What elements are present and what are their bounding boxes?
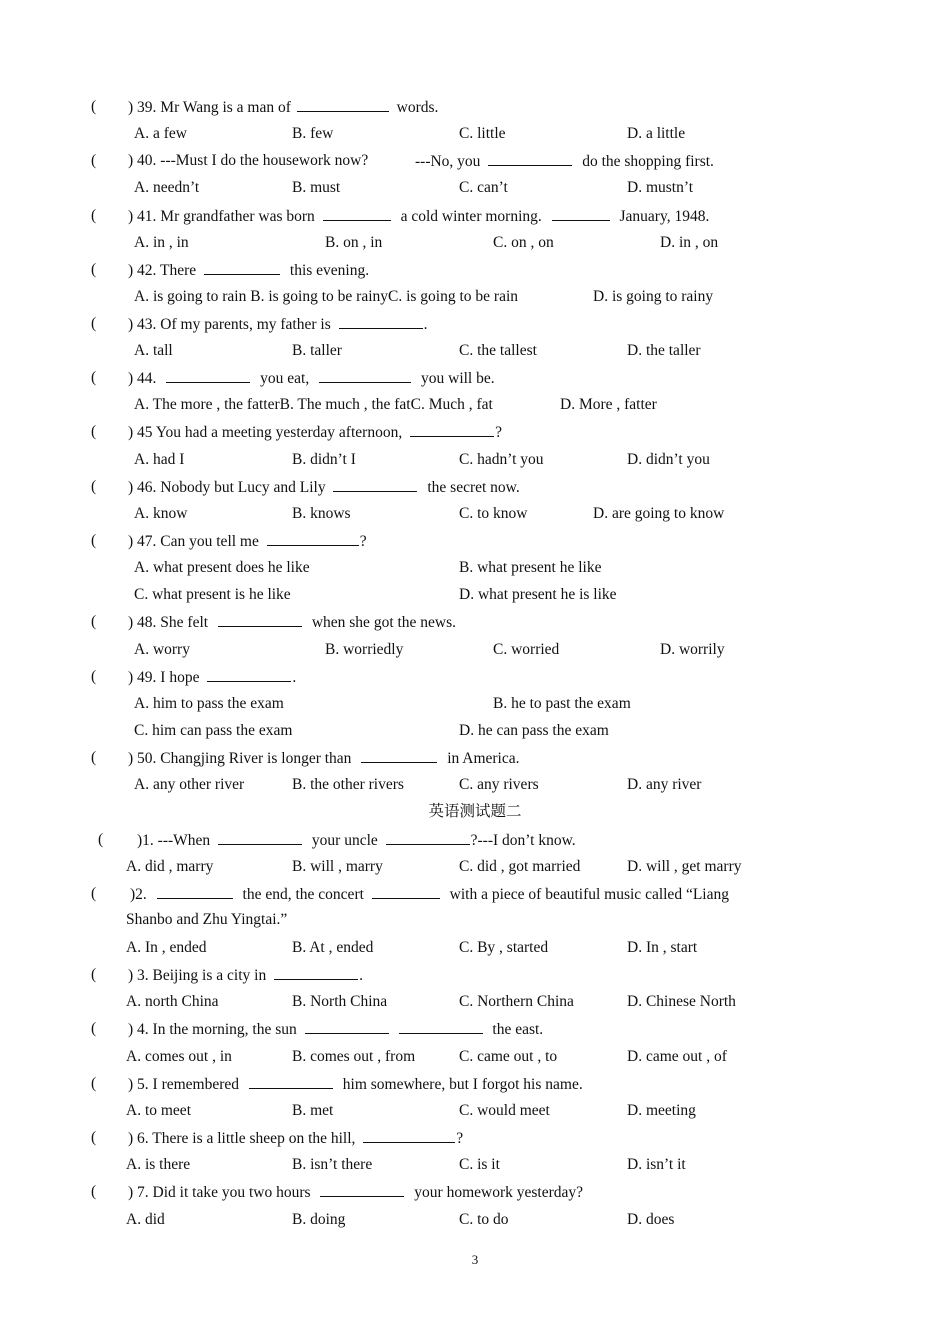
answer-paren: ( (91, 1129, 97, 1146)
question-stem: ) 3. Beijing is a city in . (128, 964, 363, 987)
option-d[interactable]: D. he can pass the exam (459, 722, 609, 739)
option-b[interactable]: B. North China (292, 993, 388, 1010)
option-b[interactable]: B. will , marry (292, 858, 383, 875)
option-d[interactable]: D. worrily (660, 641, 725, 658)
option-b[interactable]: B. isn’t there (292, 1156, 373, 1173)
answer-paren: ( (91, 532, 97, 549)
answer-paren: ( (91, 315, 97, 332)
option-a[interactable]: A. any other river (134, 776, 245, 793)
answer-paren: ( (91, 423, 97, 440)
option-a[interactable]: A. in , in (134, 234, 189, 251)
answer-blank[interactable] (218, 829, 302, 845)
answer-blank[interactable] (157, 883, 233, 899)
answer-paren: ( (91, 478, 97, 495)
option-b[interactable]: B. doing (292, 1211, 346, 1228)
answer-blank[interactable] (297, 96, 389, 112)
option-d[interactable]: D. any river (627, 776, 702, 793)
question-stem: ) 43. Of my parents, my father is . (128, 313, 428, 336)
answer-blank[interactable] (361, 747, 437, 763)
option-d[interactable]: D. meeting (627, 1102, 696, 1119)
option-d[interactable]: D. the taller (627, 342, 701, 359)
option-b[interactable]: B. comes out , from (292, 1048, 416, 1065)
option-a[interactable]: A. needn’t (134, 179, 200, 196)
option-a[interactable]: A. know (134, 505, 188, 522)
question-stem: ) 4. In the morning, the sun the east. (128, 1018, 543, 1041)
option-c[interactable]: C. any rivers (459, 776, 539, 793)
answer-paren: ( (91, 1075, 97, 1092)
answer-paren: ( (98, 831, 104, 848)
page-number: 3 (471, 1252, 479, 1267)
option-a[interactable]: A. did (126, 1211, 165, 1228)
option-c[interactable]: C. would meet (459, 1102, 550, 1119)
answer-paren: ( (91, 668, 97, 685)
option-b[interactable]: B. At , ended (292, 939, 374, 956)
option-a[interactable]: A. a few (134, 125, 187, 142)
option-d[interactable]: D. More , fatter (560, 396, 657, 413)
option-d[interactable]: D. didn’t you (627, 451, 710, 468)
option-b[interactable]: B. met (292, 1102, 334, 1119)
option-a[interactable]: A. is there (126, 1156, 191, 1173)
question-stem: ) 40. ---Must I do the housework now? (128, 152, 369, 169)
option-b[interactable]: B. knows (292, 505, 351, 522)
answer-paren: ( (91, 152, 97, 169)
answer-blank-2[interactable] (386, 829, 470, 845)
answer-paren: ( (91, 261, 97, 278)
answer-paren: ( (91, 98, 97, 115)
answer-paren: ( (91, 613, 97, 630)
option-d[interactable]: D. will , get marry (627, 858, 742, 875)
answer-blank[interactable] (249, 1073, 333, 1089)
question-stem: ) 45 You had a meeting yesterday afternoon, ? (128, 421, 502, 444)
answer-paren: ( (91, 966, 97, 983)
answer-blank[interactable] (207, 666, 291, 682)
answer-blank[interactable] (305, 1018, 389, 1034)
option-c[interactable]: C. him can pass the exam (134, 722, 293, 739)
option-c[interactable]: C. the tallest (459, 342, 537, 359)
option-a[interactable]: A. did , marry (126, 858, 214, 875)
option-d[interactable]: D. in , on (660, 234, 719, 251)
section-title: 英语测试题二 (428, 803, 522, 820)
option-c[interactable]: C. to do (459, 1211, 509, 1228)
answer-blank[interactable] (488, 150, 572, 166)
answer-blank[interactable] (410, 421, 494, 437)
answer-blank[interactable] (339, 313, 423, 329)
question-stem: ) 39. Mr Wang is a man of words. (128, 96, 438, 119)
answer-blank[interactable] (204, 259, 280, 275)
question-stem: ) 6. There is a little sheep on the hill, ? (128, 1127, 463, 1150)
question-stem: )1. ---When your uncle ?---I don’t know. (137, 829, 576, 852)
answer-blank[interactable] (320, 1181, 404, 1197)
option-d[interactable]: D. does (627, 1211, 675, 1228)
option-b[interactable]: B. taller (292, 342, 342, 359)
option-c[interactable]: C. can’t (459, 179, 508, 196)
option-d[interactable]: D. mustn’t (627, 179, 694, 196)
answer-paren: ( (91, 749, 97, 766)
option-d[interactable]: D. isn’t it (627, 1156, 686, 1173)
option-b[interactable]: B. what present he like (459, 559, 602, 576)
option-b[interactable]: B. on , in (325, 234, 383, 251)
question-stem: ) 5. I remembered him somewhere, but I forgot his name. (128, 1073, 583, 1096)
question-stem: ) 47. Can you tell me ? (128, 530, 367, 553)
option-b[interactable]: B. he to past the exam (493, 695, 631, 712)
option-c[interactable]: C. came out , to (459, 1048, 558, 1065)
question-stem-2: ---No, you do the shopping first. (415, 150, 714, 173)
answer-blank[interactable] (267, 530, 359, 546)
option-c[interactable]: C. to know (459, 505, 528, 522)
answer-blank-2[interactable] (552, 205, 610, 221)
answer-paren: ( (91, 1183, 97, 1200)
option-d[interactable]: D. came out , of (627, 1048, 727, 1065)
question-stem: ) 7. Did it take you two hours your homework yesterday? (128, 1181, 583, 1204)
question-stem-wrap: Shanbo and Zhu Yingtai.” (126, 911, 288, 928)
question-stem: ) 48. She felt when she got the news. (128, 611, 456, 634)
question-stem: ) 49. I hope . (128, 666, 296, 689)
answer-blank[interactable] (323, 205, 391, 221)
answer-blank-2[interactable] (399, 1018, 483, 1034)
option-b[interactable]: B. few (292, 125, 334, 142)
answer-blank-2[interactable] (319, 367, 411, 383)
option-d[interactable]: D. are going to know (593, 505, 725, 522)
option-a[interactable]: A. had I (134, 451, 185, 468)
answer-blank-2[interactable] (372, 883, 440, 899)
question-stem: ) 46. Nobody but Lucy and Lily the secret now. (128, 476, 520, 499)
question-stem: )2. the end, the concert with a piece of beautiful music called “Liang (130, 883, 729, 906)
option-a[interactable]: A. tall (134, 342, 173, 359)
option-a[interactable]: A. to meet (126, 1102, 191, 1119)
answer-paren: ( (91, 885, 97, 902)
question-stem: ) 44. you eat, you will be. (128, 367, 495, 390)
option-a[interactable]: A. worry (134, 641, 190, 658)
option-d[interactable]: D. a little (627, 125, 686, 142)
answer-blank[interactable] (166, 367, 250, 383)
option-b[interactable]: B. the other rivers (292, 776, 404, 793)
option-b[interactable]: B. didn’t I (292, 451, 356, 468)
answer-paren: ( (91, 207, 97, 224)
option-c[interactable]: C. worried (493, 641, 560, 658)
question-stem: ) 41. Mr grandfather was born a cold winter morning. January, 1948. (128, 205, 709, 228)
option-a[interactable]: A. comes out , in (126, 1048, 232, 1065)
answer-blank[interactable] (333, 476, 417, 492)
option-d[interactable]: D. In , start (627, 939, 698, 956)
answer-paren: ( (91, 1020, 97, 1037)
option-b[interactable]: B. worriedly (325, 641, 404, 658)
answer-blank[interactable] (218, 611, 302, 627)
option-b[interactable]: B. must (292, 179, 341, 196)
option-c[interactable]: C. hadn’t you (459, 451, 544, 468)
option-c[interactable]: C. did , got married (459, 858, 581, 875)
question-stem: ) 50. Changjing River is longer than in America. (128, 747, 520, 770)
option-c[interactable]: C. By , started (459, 939, 549, 956)
option-d[interactable]: D. Chinese North (627, 993, 736, 1010)
option-c[interactable]: C. on , on (493, 234, 554, 251)
option-a[interactable]: A. what present does he like (134, 559, 310, 576)
option-abc[interactable]: A. The more , the fatterB. The much , the fatC. Much , fat (134, 396, 493, 413)
answer-paren: ( (91, 369, 97, 386)
option-c[interactable]: C. what present is he like (134, 586, 291, 603)
option-a[interactable]: A. north China (126, 993, 219, 1010)
option-c[interactable]: C. Northern China (459, 993, 574, 1010)
question-stem: ) 42. There this evening. (128, 259, 369, 282)
option-c[interactable]: C. is it (459, 1156, 500, 1173)
option-abc[interactable]: A. is going to rain B. is going to be rainyC. is going to be rain (134, 288, 519, 305)
answer-blank[interactable] (363, 1127, 455, 1143)
option-d[interactable]: D. is going to rainy (593, 288, 714, 305)
option-c[interactable]: C. little (459, 125, 506, 142)
option-d[interactable]: D. what present he is like (459, 586, 617, 603)
option-a[interactable]: A. In , ended (126, 939, 207, 956)
option-a[interactable]: A. him to pass the exam (134, 695, 284, 712)
answer-blank[interactable] (274, 964, 358, 980)
